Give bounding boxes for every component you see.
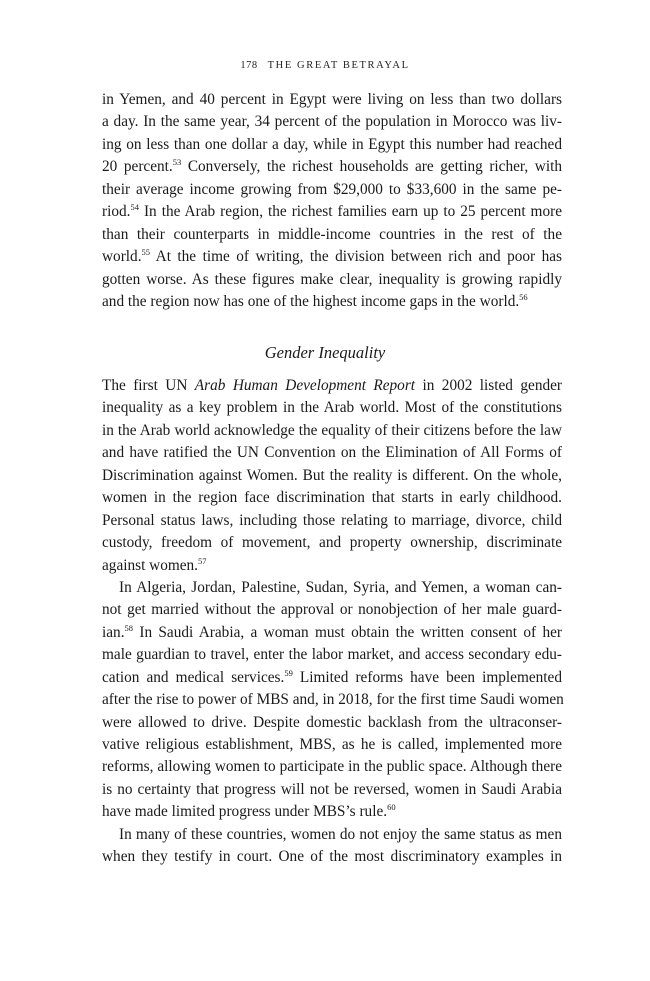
footnote-ref: 58 <box>124 622 134 633</box>
line-text: At the time of writing, the division between rich and poor has <box>150 248 562 266</box>
running-head <box>0 60 650 71</box>
line-text: male guardian to travel, enter the labor market, and access secondary edu- <box>102 646 562 664</box>
line-text: reforms, allowing women to participate in the public space. Although there <box>102 758 562 776</box>
line-text: Limited reforms have been implemented <box>292 668 562 686</box>
text-line <box>102 201 562 223</box>
text-line <box>102 465 562 487</box>
line-text: when they testify in court. One of the most discriminatory examples in <box>102 848 562 866</box>
text-line <box>102 846 562 868</box>
text-line <box>102 397 562 419</box>
line-text: Personal status laws, including those relating to marriage, divorce, child <box>102 511 562 529</box>
footnote-ref: 54 <box>130 202 139 213</box>
footnote-ref: 53 <box>172 157 182 168</box>
text-line <box>102 420 562 442</box>
line-text: and the region now has one of the highest income gaps in the world. <box>102 292 520 310</box>
line-text: in the Arab world acknowledge the equality of their citizens before the law <box>102 421 562 439</box>
text-line <box>102 712 562 734</box>
text-line <box>102 179 562 201</box>
line-text: cation and medical services. <box>102 668 285 686</box>
text-line <box>102 89 562 111</box>
line-text: were allowed to drive. Despite domestic backlash from the ultraconser- <box>102 713 562 731</box>
page-number: 178 <box>240 60 258 71</box>
text-line <box>102 532 562 554</box>
text-line <box>102 555 562 577</box>
text-line <box>102 577 562 599</box>
section-heading: Gender Inequality <box>264 343 386 362</box>
footnote-ref: 57 <box>198 555 207 566</box>
line-text: In many of these countries, women do not enjoy the same status as men <box>119 825 562 843</box>
text-line <box>102 622 562 644</box>
footnote-ref: 56 <box>519 291 528 302</box>
running-title: THE GREAT BETRAYAL <box>267 60 410 71</box>
line-text: ian. <box>102 623 125 641</box>
footnote-ref: 55 <box>141 247 151 258</box>
body-text-top <box>102 89 562 313</box>
line-text: Discrimination against Women. But the reality is different. On the whole, <box>102 466 562 484</box>
text-line <box>102 442 562 464</box>
text-line <box>102 246 562 268</box>
line-text: is no certainty that progress will not be reversed, women in Saudi Arabia <box>102 780 562 798</box>
line-text: women in the region face discrimination that starts in early childhood. <box>102 489 562 507</box>
line-text: against women. <box>102 556 199 574</box>
text-line <box>102 667 562 689</box>
footnote-ref: 59 <box>284 667 293 678</box>
text-line <box>102 269 562 291</box>
line-text: riod. <box>102 203 131 221</box>
text-line <box>102 111 562 133</box>
footnote-ref: 60 <box>387 802 396 813</box>
text-line <box>102 375 562 397</box>
text-line <box>102 156 562 178</box>
line-text: than their counterparts in middle-income countries in the rest of the <box>102 225 562 243</box>
line-text: in 2002 listed gender <box>415 377 562 394</box>
line-text: ing on less than one dollar a day, while in Egypt this number had reached <box>102 135 562 153</box>
text-line <box>102 689 562 711</box>
text-line <box>102 779 562 801</box>
line-text: In the Arab region, the richest families earn up to 25 percent more <box>138 203 562 221</box>
text-line <box>102 734 562 756</box>
line-text: in Yemen, and 40 percent in Egypt were living on less than two dollars <box>102 91 562 108</box>
line-text: after the rise to power of MBS and, in 2018, for the first time Saudi women <box>102 691 564 709</box>
text-line <box>102 824 562 846</box>
text-line <box>102 224 562 246</box>
line-text: The first UN <box>102 377 195 394</box>
text-line <box>102 801 562 823</box>
text-line <box>102 756 562 778</box>
line-text: 20 percent. <box>102 158 173 176</box>
line-text: their average income growing from $29,000 to $33,600 in the same pe- <box>102 180 562 198</box>
line-text: In Algeria, Jordan, Palestine, Sudan, Syria, and Yemen, a woman can- <box>119 578 562 596</box>
text-line <box>102 644 562 666</box>
line-text: In Saudi Arabia, a woman must obtain the written consent of her <box>133 623 562 641</box>
line-text: a day. In the same year, 34 percent of the population in Morocco was liv- <box>102 113 562 131</box>
line-text: vative religious establishment, MBS, as he is called, implemented more <box>102 736 562 753</box>
text-line <box>102 487 562 509</box>
line-text: not get married without the approval or nonobjection of her male guard- <box>102 601 562 619</box>
line-text: inequality as a key problem in the Arab world. Most of the constitutions <box>102 399 562 417</box>
line-text: have made limited progress under MBS’s rule. <box>102 803 388 821</box>
text-line <box>102 134 562 156</box>
line-text: custody, freedom of movement, and property ownership, discriminate <box>102 534 562 552</box>
text-line <box>102 510 562 532</box>
line-text: gotten worse. As these figures make clear, inequality is growing rapidly <box>102 270 562 288</box>
body-text-section <box>102 375 562 869</box>
line-text: Conversely, the richest households are getting richer, with <box>181 158 562 176</box>
line-text: and have ratified the UN Convention on the Elimination of All Forms of <box>102 444 562 462</box>
text-line <box>102 599 562 621</box>
line-text: world. <box>102 248 142 266</box>
text-line <box>102 291 562 313</box>
italic-title: Arab Human Development Report <box>194 377 416 394</box>
